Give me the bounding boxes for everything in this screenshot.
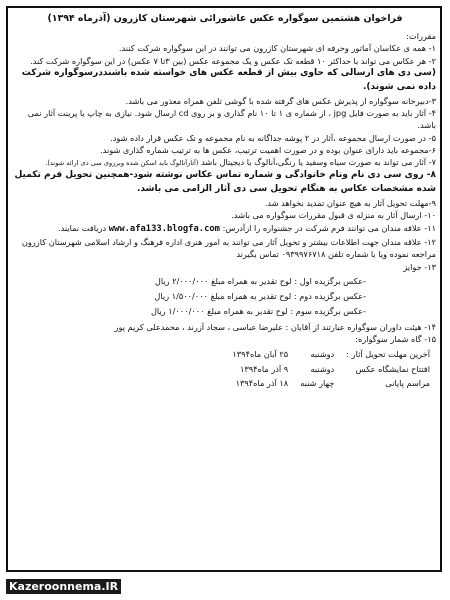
site-watermark: Kazeroonnema.IR [6,579,121,594]
rule-14-judges: ۱۴- هیئت داوران سوگواره عبارتند از آقایان : علیرضا عباسی ، سجاد آزرند ، محمدعلی کریم پور [114,321,436,332]
schedule-day: دوشنبه [310,363,335,374]
watermark-strip [0,574,450,600]
rule-12: ۱۲- علاقه مندان جهت اطلاعات بیشتر و تحویل آثار می توانند به امور هنری اداره فرهنگ و ارشاد اسلامی شهرستان کازرون مراجعه نموده ویا با شماره تلفن ۰۹۳۹۹۷۶۷۱۸ تماس بگیرند [21,236,436,260]
rule-3: ۳-دبیرخانه سوگواره از پذیرش عکس های گرفته شده با گوشی تلفن همراه معذور می باشد. [125,95,436,106]
rule-7 [14,156,436,169]
rule-10: ۱۰- ارسال آثار به منزله ی قبول مقررات سوگواره می باشد. [231,210,436,221]
schedule-date: ۱۸ آذر ماه۱۳۹۴ [235,377,289,388]
schedule-row [226,362,436,376]
schedule-row [226,376,436,390]
schedule-label: افتتاح نمایشگاه عکس [355,363,430,374]
cd-note: (سی دی های ارسالی که حاوی بیش از قطعه عکس های خواسته شده باشنددرسوگواره شرکت داده نمی شوند). [21,68,436,92]
announcement-document [14,12,436,390]
rule-7-text: ۷- آثار می تواند به صورت سیاه وسفید یا رنگی،آنالوگ یا دیجیتال باشد [201,157,436,168]
schedule-date: ۹ آذر ماه۱۳۹۴ [239,363,289,374]
rule-15-schedule-heading: ۱۵- گاه شمار سوگواره: [355,333,436,344]
schedule-label: آخرین مهلت تحویل آثار : [346,349,430,360]
rule-13-prizes-heading: ۱۳- جوایز [403,261,436,272]
rule-6: ۶-مجموعه باید دارای عنوان بوده و در صورت اهمیت ترتیب، عکس ها به ترتیب شماره گذاری شوند. [100,145,436,156]
rule-11-text: ۱۱- علاقه مندان می توانند فرم شرکت در جشنواره را ازآدرس: [222,222,436,233]
rule-7-note: (آثارآنالوگ باید اسکن شده وبرروی سی دی ارائه شوند). [45,159,199,168]
prize-second: -عکس برگزیده دوم : لوح تقدیر به همراه مبلغ ۱/۵۰۰/۰۰۰ ریال [154,291,366,302]
schedule-row [226,347,436,361]
rules-heading: مقررات: [406,31,436,42]
prize-first: -عکس برگزیده اول : لوح تقدیر به همراه مبلغ ۲/۰۰۰/۰۰۰ ریال [154,275,366,286]
rule-4: ۴- آثار باید به صورت فایل jpg ، از شماره ی ۱ تا ۱۰ نام گذاری و بر روی cd ارسال شود. نیازی به چاپ یا پرینت آثار نمی باشد. [27,108,436,131]
rule-11 [14,222,436,236]
rule-11-suffix: دریافت نمایند. [58,222,107,233]
document-title: فراخوان هشتمین سوگواره عکس عاشورائی شهرستان کازرون (آذرماه ۱۳۹۴) [47,13,403,24]
prize-third: -عکس برگزیده سوم : لوح تقدیر به همراه مبلغ ۱/۰۰۰/۰۰۰ ریال [150,306,366,317]
schedule-table [226,347,436,390]
schedule-label: مراسم پایانی [385,377,430,388]
form-link[interactable]: www.afa133.blogfa.com [108,223,220,234]
schedule-day: دوشنبه [310,349,335,360]
rule-9: ۹-مهلت تحویل آثار به هیچ عنوان تمدید نخواهد شد. [264,198,436,209]
rule-1: ۱- همه ی عکاسان آماتور وحرفه ای شهرستان کازرون می توانند در این سوگواره شرکت کنند. [118,43,436,54]
rule-5: ۵- در صورت ارسال مجموعه ،آثار در ۲ پوشه جداگانه به نام مجموعه و تک عکس قرار داده شود. [110,132,436,143]
schedule-date: ۲۵ آبان ماه۱۳۹۴ [232,349,289,360]
rule-8: ۸- روی سی دی نام ونام خانوادگی و شماره تماس عکاس نوشته شود-همچنین تحویل فرم تکمیل شده مشخصات عکاس به هنگام تحویل سی دی آثار الزامی می باشد. [14,170,436,195]
rule-2: ۲- هر عکاس می تواند با حداکثر ۱۰ قطعه تک عکس و یک مجموعه عکس (بین ۳تا ۷ عکس) در این سوگواره شرکت کند. [30,55,436,66]
prize-list [14,275,366,318]
schedule-day: چهار شنبه [300,377,335,388]
